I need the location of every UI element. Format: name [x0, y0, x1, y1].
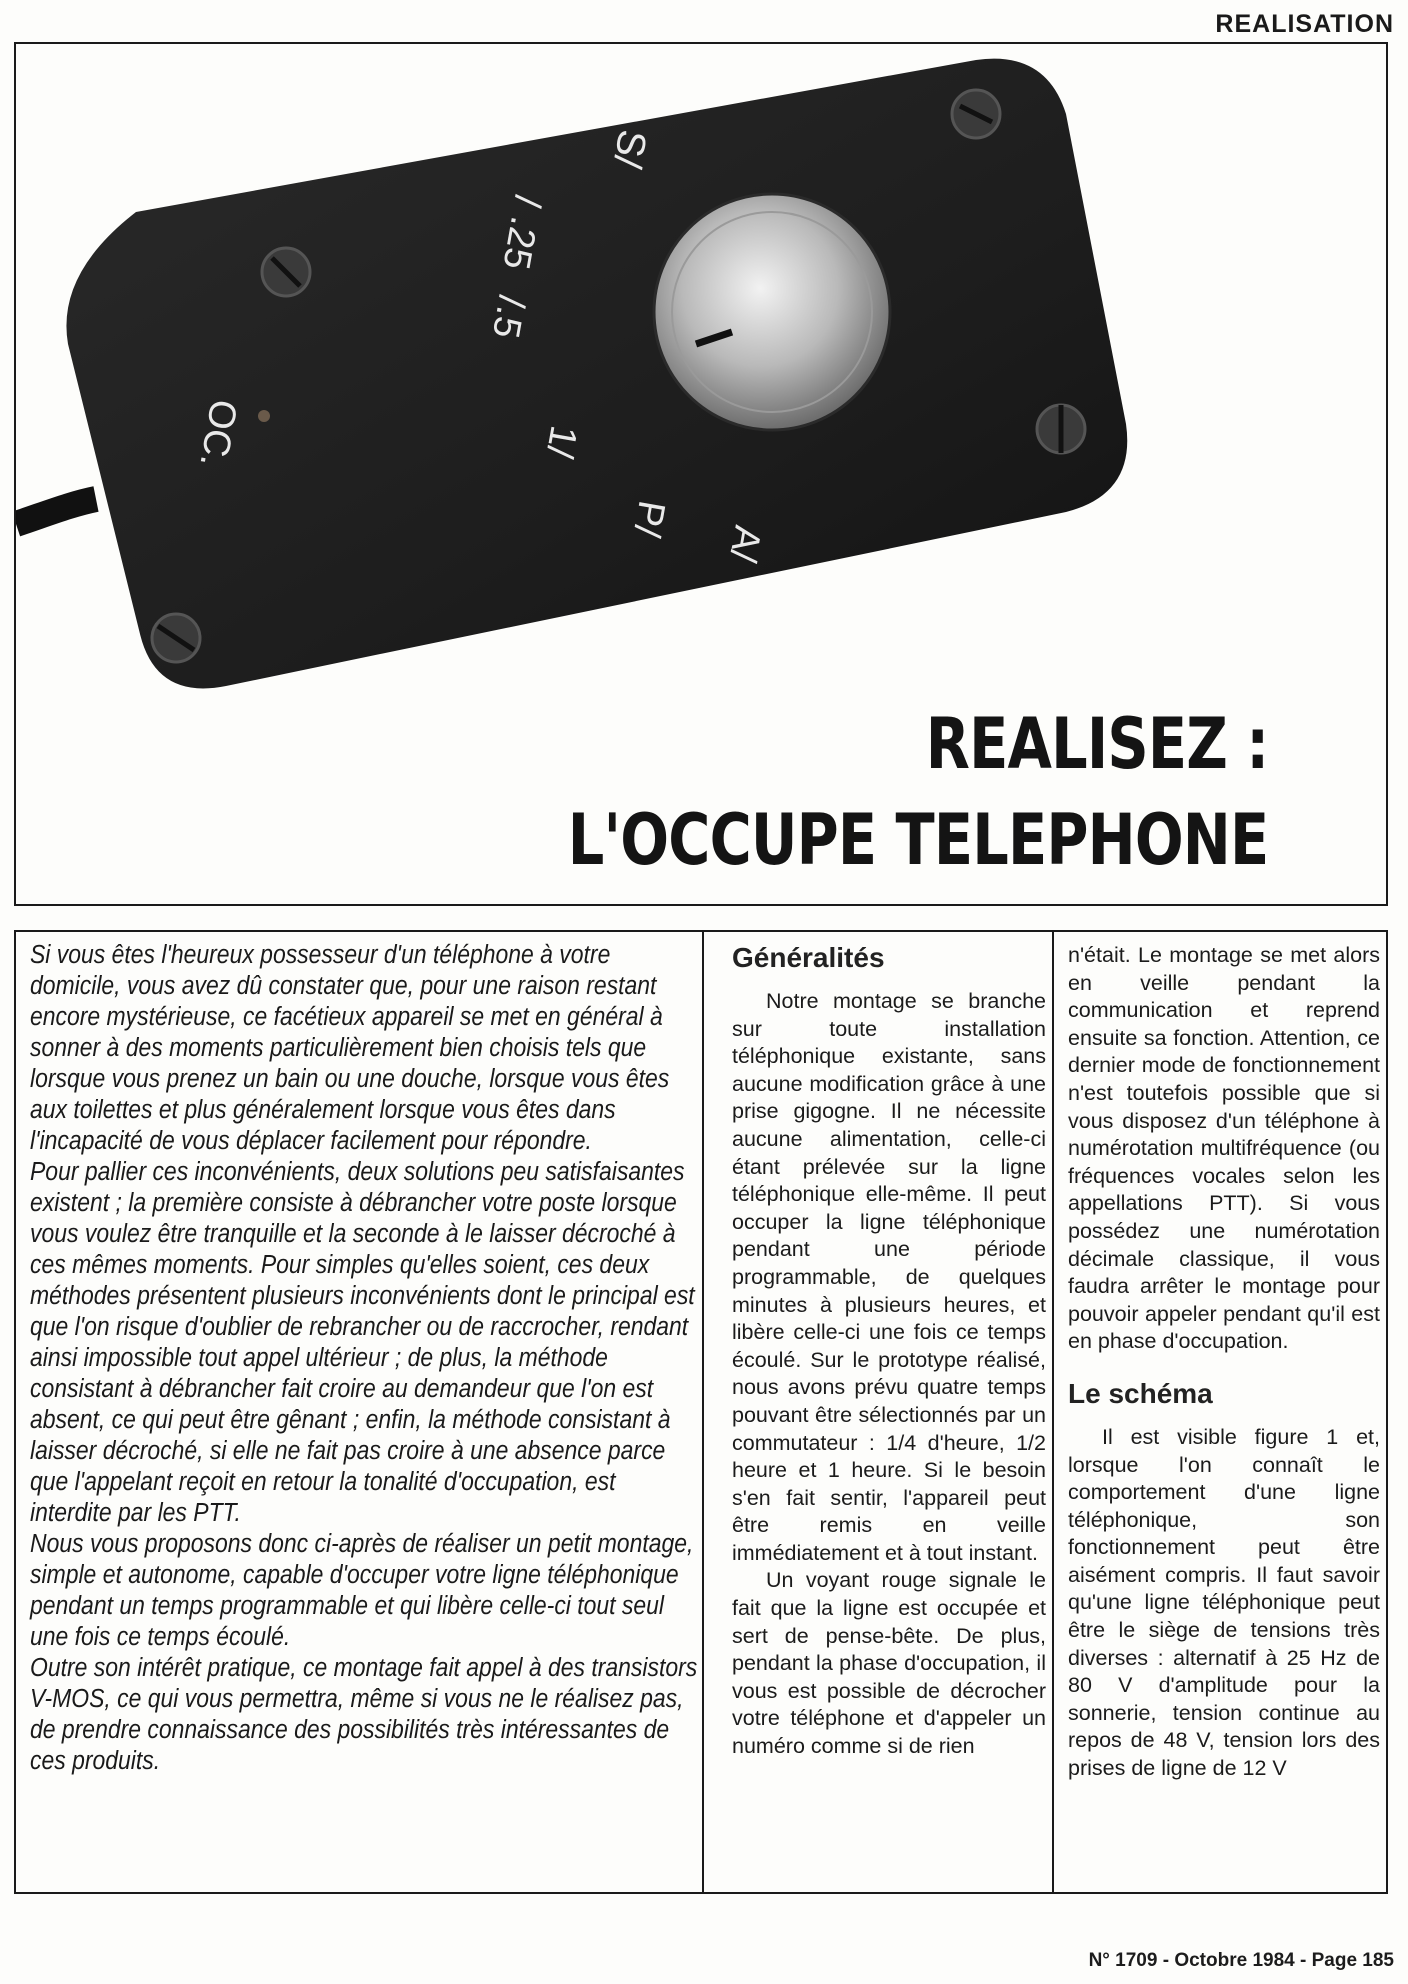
dial-label: S/ — [604, 126, 655, 172]
dial-label: / .25 — [494, 192, 549, 273]
led-indicator-icon — [258, 410, 270, 422]
title-line-1: REALISEZ : — [925, 703, 1268, 785]
body-paragraph: Un voyant rouge signale le fait que la ligne est occupée et sert de pense-bête. De plus, pendant la phase d'occupation, il vous est possible de décrocher votre téléphone et d'appeler un numéro comme si de rien — [732, 1568, 1046, 1759]
body-paragraph: n'était. Le montage se met alors en veille pendant la communication et reprend ensuite sa fonction. Attention, ce dernier mode de fonctionnement n'est toutefois possible que si vous disposez d'un téléphone à numérotation multifréquence (ou fréquences vocales selon les appellations PTT). Si vous possédez une numérotation décimale classique, il vous faudra arrêter le montage pour pouvoir appeler pendant qu'il est en phase d'occupation. — [1068, 943, 1380, 1354]
body-paragraph: Il est visible figure 1 et, lorsque l'on connaît le comportement d'une ligne téléphonique, son fonctionnement peut être aisément compris. Il faut savoir qu'une ligne téléphonique peut être le siège de tensions très diverses : alternatif à 25 Hz de 80 V d'amplitude pour la sonnerie, tension continue au repos de 48 V, tension lors des prises de ligne de 12 V — [1068, 1424, 1380, 1781]
dial-label: /.5 — [483, 292, 533, 342]
dial-label: P/ — [624, 497, 673, 541]
column-schema — [1068, 942, 1380, 1783]
device-box — [66, 59, 1127, 689]
heading-schema: Le schéma — [1068, 1377, 1213, 1409]
dial-label: A/ — [720, 522, 769, 566]
screw-icon — [152, 614, 200, 662]
intro-paragraph: Outre son intérêt pratique, ce montage fait appel à des transistors V-MOS, ce qui vous permettra, même si vous ne le réalisez pas, de prendre connaissance des possibilités très intéressantes de ces produits. — [30, 1654, 698, 1775]
intro-paragraph: Pour pallier ces inconvénients, deux solutions peu satisfaisantes existent ; la première consiste à débrancher votre poste lorsque vous voulez être tranquille et la seconde à le laisser décroché à ces mêmes moments. Pour simples qu'elles soient, ces deux méthodes présentent plusieurs inconvénients dont le principal est que l'on risque d'oublier de rebrancher ou de raccrocher, rendant ainsi impossible tout appel ultérieur ; de plus, la méthode consistant à débrancher fait croire au demandeur que l'on est absent, ce qui peut être gênant ; enfin, la méthode consistant à laisser décroché, si elle ne fait pas croire à une absence parce que l'appelant reçoit en retour la tonalité d'occupation, est interdite par les PTT. — [30, 1158, 695, 1527]
product-photo — [14, 42, 1388, 906]
dial-label: 1/ — [537, 422, 585, 461]
screw-icon — [262, 248, 310, 296]
page-title — [414, 703, 1268, 881]
column-divider — [702, 932, 704, 1892]
intro-text — [30, 940, 698, 1777]
led-label: OC. — [191, 396, 245, 471]
selector-knob — [654, 194, 890, 430]
page-footer: N° 1709 - Octobre 1984 - Page 185 — [1088, 1950, 1394, 1971]
column-generalites — [732, 942, 1046, 1761]
body-paragraph: Notre montage se branche sur toute installation téléphonique existante, sans aucune modification grâce à une prise gigogne. Il ne nécessite aucune alimentation, celle-ci étant prélevée sur la ligne téléphonique elle-même. Il peut occuper la ligne téléphonique pendant une période programmable, de quelques minutes à plusieurs heures, et libère celle-ci une fois ce temps écoulé. Sur le prototype réalisé, nous avons prévu quatre temps pouvant être sélectionnés par un commutateur : 1/4 d'heure, 1/2 heure et 1 heure. Si le besoin s'en fait sentir, l'appareil peut être remis en veille immédiatement et à tout instant. — [732, 989, 1046, 1565]
heading-generalites: Généralités — [732, 942, 885, 973]
title-line-2: L'OCCUPE TELEPHONE — [567, 798, 1268, 881]
section-label: REALISATION — [1215, 10, 1394, 38]
intro-paragraph: Si vous êtes l'heureux possesseur d'un téléphone à votre domicile, vous avez dû constater que, pour une raison restant encore mystérieuse, ce facétieux appareil se met en général à sonner à des moments particulièrement bien choisis tels que lorsque vous prenez un bain ou une douche, lorsque vous êtes aux toilettes et plus généralement lorsque vous êtes dans l'incapacité de vous déplacer facilement pour répondre. — [30, 941, 670, 1155]
intro-paragraph: Nous vous proposons donc ci-après de réaliser un petit montage, simple et autonome, capable d'occuper votre ligne téléphonique pendant un temps programmable et qui libère celle-ci tout seul une fois ce temps écoulé. — [30, 1530, 694, 1651]
cable — [16, 499, 96, 524]
screw-icon — [1037, 405, 1085, 453]
column-divider — [1052, 932, 1054, 1892]
screw-icon — [952, 90, 1000, 138]
article-body — [14, 930, 1388, 1894]
